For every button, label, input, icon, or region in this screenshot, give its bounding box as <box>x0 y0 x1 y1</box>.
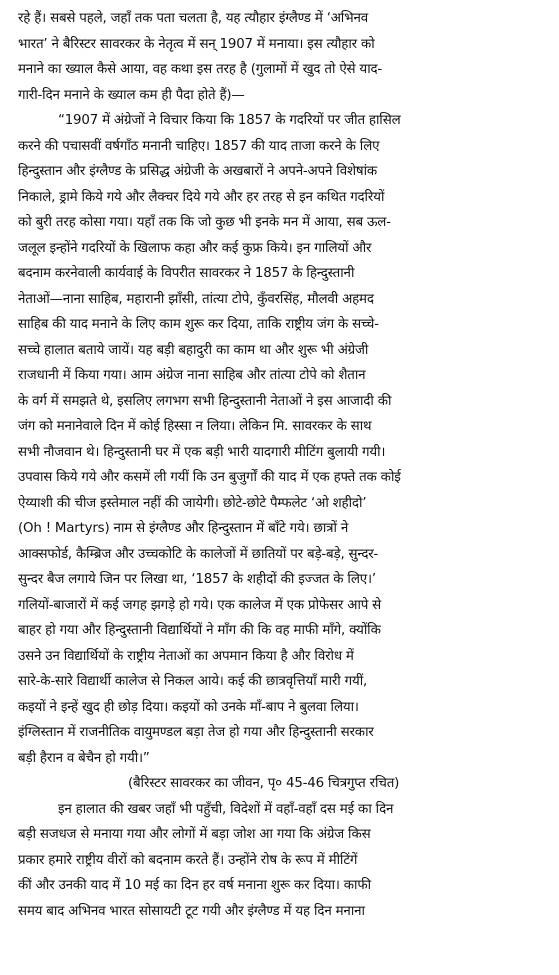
text-line: के वर्ग में समझते थे, इसलिए लगभग सभी हिन्दुस्तानी नेताओं ने इस आजादी की <box>18 393 392 409</box>
text-line: मनाने का ख्याल कैसे आया, वह कथा इस तरह है (गुलामों में खुद तो ऐसे याद- <box>18 62 383 77</box>
text-line: कइयों ने इन्हें खुद ही छोड़ दिया। कइयों को उनके माँ-बाप ने बुलवा लिया। <box>18 699 359 715</box>
text-line: निकाले, ड्रामे किये गये और लैक्चर दिये गये और हर तरह से इन कथित गदरियों <box>18 189 385 205</box>
text-line: समय बाद अभिनव भारत सोसायटी टूट गयी और इंग्लैण्ड में यह दिन मनाना <box>18 903 365 919</box>
text-line: (Oh ! Martyrs) नाम से इंग्लैण्ड और हिन्दुस्तान में बाँटे गये। छात्रों ने <box>18 521 349 536</box>
text-line: जंग को मनानेवाले दिन में कोई हिस्सा न लिया। लेकिन मि. सावरकर के साथ <box>18 419 372 434</box>
text-line: उपवास किये गये और कसमें ली गयीं कि उन बुजुर्गों की याद में एक हफ्ते तक कोई <box>18 470 401 485</box>
text-line: जलूल इन्होंने गदरियों के खिलाफ कहा और कई कुफ्र किये। इन गालियों और <box>18 240 372 256</box>
text-line: बाहर हो गया और हिन्दुस्तानी विद्यार्थियों ने माँग की कि वह माफी माँगे, क्योंकि <box>18 623 381 638</box>
text-line: उसने उन विद्यार्थियों के राष्ट्रीय नेताओं का अपमान किया है और विरोध में <box>18 648 354 664</box>
text-line: सभी नौजवान थे। हिन्दुस्तानी घर में एक बड़ी भारी यादगारी मीटिंग बुलायी गयी। <box>18 444 386 460</box>
text-line: गलियों-बाजारों में कई जगह झगड़े हो गये। एक कालेज में एक प्रोफेसर आपे से <box>18 597 382 613</box>
closing-paragraph <box>18 797 549 925</box>
text-line: साहिब की याद मनाने के लिए काम शुरू कर दिया, ताकि राष्ट्रीय जंग के सच्चे- <box>18 317 379 332</box>
text-line: को बुरी तरह कोसा गया। यहाँ तक कि जो कुछ भी इनके मन में आया, सब ऊल- <box>18 215 391 230</box>
text-line: इन हालात की खबर जहाँ भी पहुँची, विदेशों में वहाँ-वहाँ दस मई का दिन <box>58 801 394 817</box>
text-line: इंग्लिस्तान में राजनीतिक वायुमण्डल बड़ा तेज हो गया और हिन्दुस्तानी सरकार <box>18 725 374 740</box>
text-line: हिन्दुस्तान और इंग्लैण्ड के प्रसिद्ध अंग्रेजी के अखबारों ने अपने-अपने विशेषांक <box>18 164 377 179</box>
text-line: सुन्दर बैज लगाये जिन पर लिखा था, ‘1857 के शहीदों की इज्जत के लिए।’ <box>18 572 376 587</box>
text-line: ऐय्याशी की चीज इस्तेमाल नहीं की जायेगी। छोटे-छोटे पैम्फलेट ‘ओ शहीदो’ <box>18 495 367 511</box>
text-line: आक्सफोर्ड, कैम्ब्रिज और उच्चकोटि के कालेजों में छातियों पर बड़े-बड़े, सुन्दर- <box>18 546 379 562</box>
text-line: कीं और उनकी याद में 10 मई का दिन हर वर्ष मनाना शुरू कर दिया। काफी <box>18 878 371 893</box>
text-line: रहे हैं। सबसे पहले, जहाँ तक पता चलता है, यह त्यौहार इंग्लैण्ड में ‘अभिनव <box>18 11 368 26</box>
text-line: करने की पचासवीं वर्षगाँठ मनानी चाहिए। 1857 की याद ताजा करने के लिए <box>18 138 380 154</box>
text-line: बड़ी सजधज से मनाया गया और लोगों में बड़ा जोश आ गया कि अंग्रेज किस <box>18 827 371 842</box>
text-line: बदनाम करनेवाली कार्यवाई के विपरीत सावरकर ने 1857 के हिन्दुस्तानी <box>18 266 355 281</box>
text-line: “1907 में अंग्रेजों ने विचार किया कि 1857 के गदरियों पर जीत हासिल <box>58 113 401 128</box>
text-line: नेताओं—नाना साहिब, महारानी झाँसी, तांत्या टोपे, कुँवरसिंह, मौलवी अहमद <box>18 291 374 307</box>
text-line: गारी-दिन मनाने के ख्याल कम ही पैदा होते हैं)— <box>18 87 245 103</box>
text-line: बड़ी हैरान व बेचैन हो गयी।” <box>18 750 150 766</box>
intro-paragraph <box>18 6 549 108</box>
citation: (बैरिस्टर सावरकर का जीवन, पृ० 45-46 चित्रगुप्त रचित) <box>128 776 400 791</box>
quote-paragraph <box>18 108 549 771</box>
text-line: भारत’ ने बैरिस्टर सावरकर के नेतृत्व में सन् 1907 में मनाया। इस त्यौहार को <box>18 36 375 52</box>
text-line: सच्चे हालात बताये जायें। यह बड़ी बहादुरी का काम था और शुरू भी अंग्रेजी <box>18 342 369 358</box>
text-line: प्रकार हमारे राष्ट्रीय वीरों को बदनाम करते हैं। उन्होंने रोष के रूप में मीटिंगें <box>18 852 358 868</box>
text-line: राजधानी में किया गया। आम अंग्रेज नाना साहिब और तांत्या टोपे को शैतान <box>18 368 366 383</box>
text-line: सारे-के-सारे विद्यार्थी कालेज से निकल आये। कई की छात्रवृत्तियाँ मारी गयीं, <box>18 674 368 689</box>
